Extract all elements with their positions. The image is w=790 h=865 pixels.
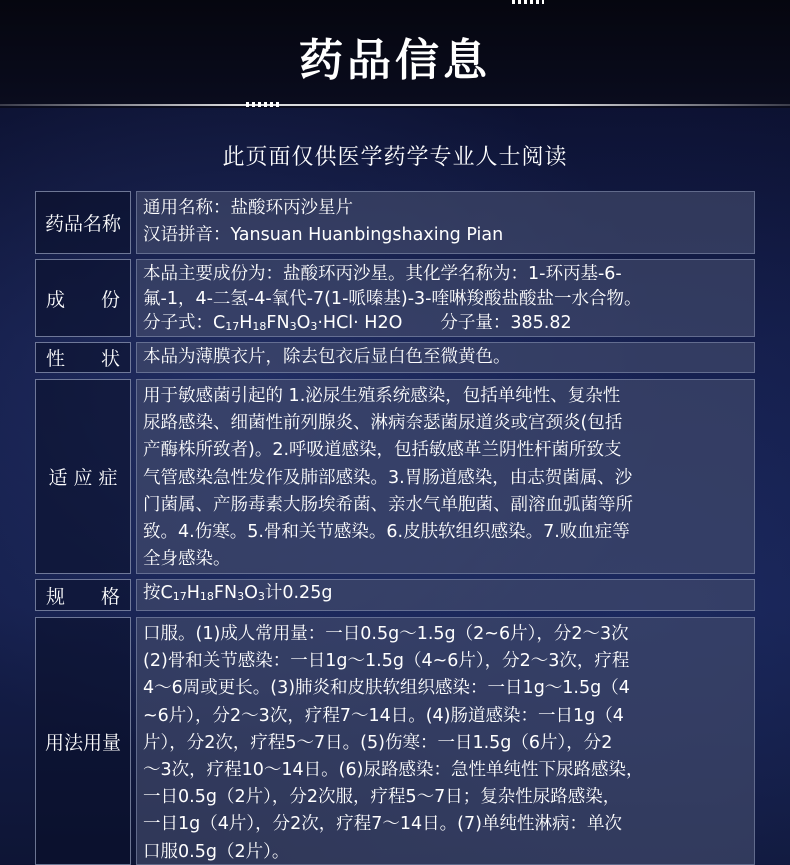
label-char: 状 <box>100 348 120 370</box>
text-line: 4～6周或更长。(3)肺炎和皮肤软组织感染：一日1g～1.5g（4 <box>143 678 630 699</box>
row-label: 适 应 症 <box>35 379 131 574</box>
text-line: 一日0.5g（2片），分2次服，疗程5～7日；复杂性尿路感染， <box>143 787 621 808</box>
text-line: 口服。(1)成人常用量：一日0.5g～1.5g（2~6片），分2～3次 <box>143 624 629 644</box>
label-char: 份 <box>100 288 120 311</box>
text-line: ~6片），分2～3次，疗程7～14日。(4)肠道感染：一日1g（4 <box>143 705 624 726</box>
row-indications <box>35 379 755 574</box>
text-line: 口服0.5g（2片）。 <box>143 841 290 862</box>
molecular-weight-value: 385.82 <box>510 313 572 333</box>
label-char: 格 <box>100 585 120 608</box>
row-label <box>35 579 131 611</box>
row-value <box>136 579 755 611</box>
molecular-weight-label: 分子量： <box>440 313 511 333</box>
row-value <box>136 191 755 254</box>
text-line: 产酶株所致者)。2.呼吸道感染，包括敏感革兰阴性杆菌所致支 <box>143 440 622 461</box>
text-line: 氟-1，4-二氢-4-氧代-7(1-哌嗪基)-3-喹啉羧酸盐酸盐一水合物。 <box>143 288 642 309</box>
text-line: ～3次，疗程10～14日。(6)尿路感染：急性单纯性下尿路感染， <box>143 760 644 781</box>
header-bar <box>0 0 790 108</box>
text-line: 一日1g（4片），分2次，疗程7～14日。(7)单纯性淋病：单次 <box>143 814 622 835</box>
text-line: 本品主要成份为：盐酸环丙沙星。其化学名称为：1-环丙基-6- <box>143 264 622 284</box>
text-line: 尿路感染、细菌性前列腺炎、淋病奈瑟菌尿道炎或宫颈炎(包括 <box>143 413 623 434</box>
label-char: 性 <box>46 348 66 370</box>
row-label: 药品名称 <box>35 191 131 254</box>
row-label: 用法用量 <box>35 617 131 865</box>
text-line: 片），分2次，疗程5～7日。(5)伤寒：一日1.5g（6片），分2 <box>143 732 613 753</box>
row-drug-name <box>35 191 755 254</box>
row-specification <box>35 579 755 611</box>
row-value <box>136 379 755 574</box>
specification-text: 按C17H18FN3O3计0.25g <box>143 582 333 603</box>
row-composition <box>35 259 755 337</box>
row-appearance <box>35 342 755 373</box>
text-line: 汉语拼音：Yansuan Huanbingshaxing Pian <box>143 225 504 246</box>
header-divider <box>0 104 790 106</box>
row-dosage <box>35 617 755 865</box>
row-value <box>136 617 755 865</box>
row-label <box>35 259 131 337</box>
text-line: 门菌属、产肠毒素大肠埃希菌、亲水气单胞菌、副溶血弧菌等所 <box>143 494 633 515</box>
header-decoration-dots <box>512 0 544 4</box>
page-title: 药品信息 <box>299 35 491 86</box>
label-char: 规 <box>46 585 66 608</box>
text-line: 气管感染急性发作及肺部感染。3.胃肠道感染，由志贺菌属、沙 <box>143 467 633 488</box>
label-char: 成 <box>46 288 66 311</box>
text-line: 通用名称：盐酸环丙沙星片 <box>143 198 353 218</box>
text-line: 本品为薄膜衣片，除去包衣后显白色至微黄色。 <box>143 346 511 367</box>
row-label <box>35 342 131 373</box>
text-line: 用于敏感菌引起的 1.泌尿生殖系统感染，包括单纯性、复杂性 <box>143 386 621 406</box>
row-value <box>136 342 755 373</box>
formula-label: 分子式： <box>143 313 213 333</box>
text-line: (2)骨和关节感染：一日1g～1.5g（4~6片），分2～3次，疗程 <box>143 651 630 672</box>
row-value <box>136 259 755 337</box>
formula: C17H18FN3O3·HCl· H2O <box>213 313 403 333</box>
text-line: 全身感染。 <box>143 549 231 570</box>
audience-notice: 此页面仅供医学药学专业人士阅读 <box>222 145 568 170</box>
text-line: 致。4.伤寒。5.骨和关节感染。6.皮肤软组织感染。7.败血症等 <box>143 522 630 543</box>
molecular-formula-line <box>143 311 748 337</box>
formula: C17H18FN3O3 <box>160 582 265 603</box>
header-decoration-dots <box>246 102 280 107</box>
